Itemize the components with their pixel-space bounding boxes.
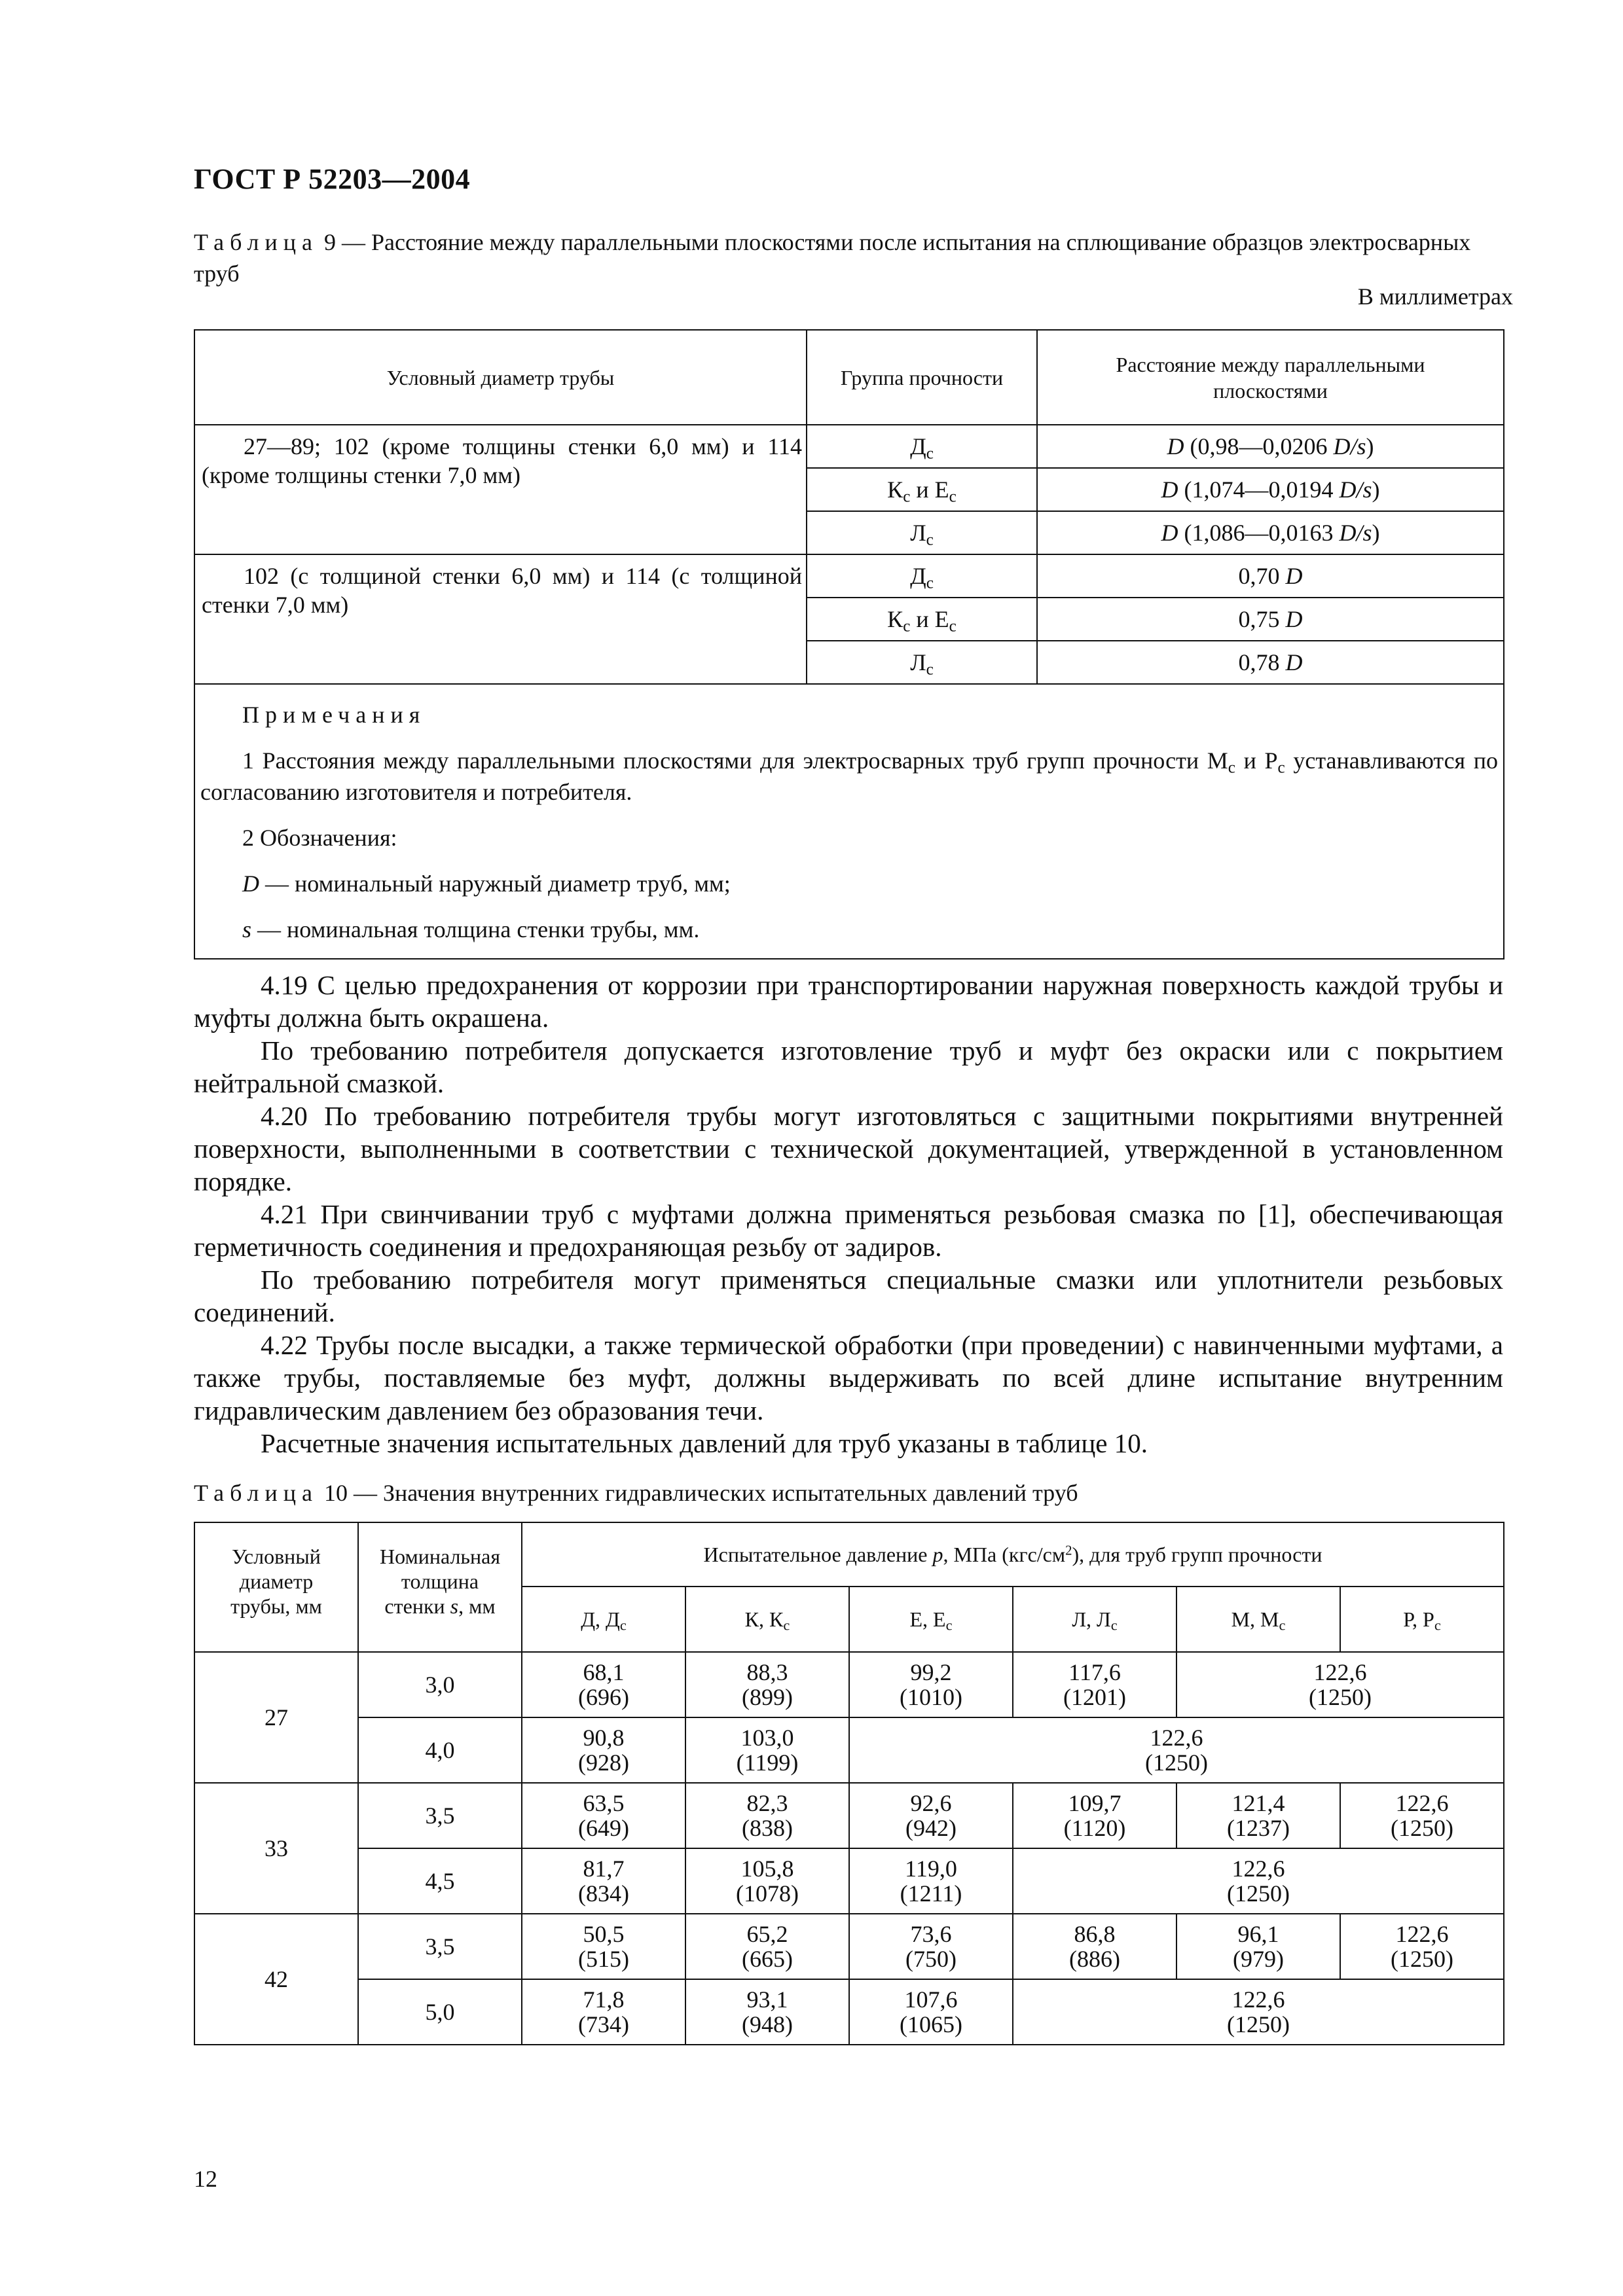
table10-pressure-cell <box>685 1717 849 1783</box>
pressure-mpa: 93,1 <box>746 1986 788 2013</box>
pressure-mpa: 92,6 <box>910 1790 952 1816</box>
pressure-mpa: 86,8 <box>1074 1921 1116 1947</box>
table10-pressure-cell <box>685 1783 849 1848</box>
table10-header-group: Л, $Л_с$ <box>1013 1587 1176 1652</box>
table10-row <box>194 1717 1504 1783</box>
table10-header-pressure: Испытательное давление p, МПа $(кгс/см^2)$, для труб групп прочности <box>522 1522 1504 1587</box>
table10-row <box>194 1652 1504 1717</box>
table9-distance-cell: 0,78 D <box>1037 641 1504 684</box>
table9-diameter-cell: 102 (с толщиной стенки 6,0 мм) и 114 (с толщиной стенки 7,0 мм) <box>194 554 807 684</box>
table9-group-cell: $Д_с$ <box>807 425 1037 468</box>
pressure-mpa: 65,2 <box>746 1921 788 1947</box>
table10-pressure-cell <box>685 1914 849 1979</box>
pressure-mpa: 99,2 <box>910 1659 952 1685</box>
table10-pressure-cell <box>1013 1783 1176 1848</box>
table10-wall-cell: 3,5 <box>358 1914 522 1979</box>
table10-pressure-cell <box>522 1652 685 1717</box>
table10-diameter-cell: 42 <box>194 1914 358 2045</box>
table10-pressure-cell <box>1013 1848 1504 1914</box>
table10-pressure-cell <box>1176 1783 1340 1848</box>
pressure-kgf: (1199) <box>736 1749 799 1776</box>
pressure-kgf: (979) <box>1233 1946 1284 1972</box>
table10-pressure-cell <box>685 1979 849 2045</box>
table10-header-group: Д, $Д_с$ <box>522 1587 685 1652</box>
note-2: 2 Обозначения: <box>242 825 397 851</box>
pressure-kgf: (1250) <box>1145 1749 1209 1776</box>
table9-group-cell: $Д_с$ <box>807 554 1037 598</box>
table10-caption-text: 10 — Значения внутренних гидравлических испытательных давлений труб <box>318 1480 1078 1506</box>
table9-distance-cell: D (0,98—0,0206 D/s) <box>1037 425 1504 468</box>
paragraph-4-22: 4.22 Трубы после высадки, а также термической обработки (при проведении) с навинченными муфтами, а также трубы, поставляемые без муфт, должны выдерживать по всей длине испытание внутренним гидравлическим давлением без образования течи. <box>194 1330 1503 1426</box>
pressure-kgf: (1250) <box>1309 1684 1372 1710</box>
table10-pressure-cell <box>849 1914 1013 1979</box>
table10-header-group: М, $М_с$ <box>1176 1587 1340 1652</box>
table10-pressure-cell <box>849 1979 1013 2045</box>
table10-pressure-cell <box>522 1914 685 1979</box>
pressure-kgf: (750) <box>905 1946 957 1972</box>
table9-caption-text: 9 — Расстояние между параллельными плоскостями после испытания на сплющивание образцов электросварных труб <box>194 229 1471 287</box>
pressure-kgf: (886) <box>1069 1946 1120 1972</box>
table10-wall-cell: 4,5 <box>358 1848 522 1914</box>
table9-group-cell: $Л_с$ <box>807 511 1037 554</box>
pressure-kgf: (665) <box>742 1946 793 1972</box>
pressure-kgf: (948) <box>742 2011 793 2037</box>
table10-row <box>194 1848 1504 1914</box>
paragraph: По требованию потребителя допускается изготовление труб и муфт без окраски или с покрытием нейтральной смазкой. <box>194 1035 1503 1098</box>
table10-pressure-cell <box>849 1848 1013 1914</box>
table9-header-group: Группа прочности <box>807 330 1037 425</box>
pressure-kgf: (838) <box>742 1815 793 1841</box>
table10-pressure-cell <box>1013 1979 1504 2045</box>
pressure-mpa: 122,6 <box>1150 1725 1203 1751</box>
notes-title: Примечания <box>242 702 426 728</box>
pressure-mpa: 105,8 <box>740 1856 794 1882</box>
table9-units: В миллиметрах <box>1357 283 1513 310</box>
table9-diameter-cell: 27—89; 102 (кроме толщины стенки 6,0 мм) и 114 (кроме толщины стенки 7,0 мм) <box>194 425 807 554</box>
pressure-mpa: 119,0 <box>905 1856 957 1882</box>
table10-pressure-cell <box>1013 1652 1176 1717</box>
table9-caption <box>194 226 1503 289</box>
table10-body <box>194 1652 1504 2045</box>
table9-group-cell: $К_с$ и $Е_с$ <box>807 598 1037 641</box>
table9-notes <box>194 684 1504 959</box>
pressure-kgf: (1078) <box>736 1880 799 1907</box>
table10 <box>194 1522 1504 2045</box>
pressure-kgf: (1250) <box>1391 1946 1454 1972</box>
pressure-mpa: 63,5 <box>583 1790 625 1816</box>
pressure-kgf: (1201) <box>1063 1684 1126 1710</box>
table10-header-group: К, $К_с$ <box>685 1587 849 1652</box>
pressure-mpa: 122,6 <box>1395 1921 1449 1947</box>
pressure-kgf: (1120) <box>1063 1815 1126 1841</box>
table10-pressure-cell <box>522 1848 685 1914</box>
table10-pressure-cell <box>849 1717 1504 1783</box>
pressure-kgf: (1237) <box>1227 1815 1290 1841</box>
table9-distance-cell: 0,75 D <box>1037 598 1504 641</box>
pressure-kgf: (1010) <box>900 1684 962 1710</box>
table9 <box>194 329 1504 960</box>
pressure-kgf: (928) <box>578 1749 629 1776</box>
pressure-mpa: 122,6 <box>1395 1790 1449 1816</box>
pressure-mpa: 68,1 <box>583 1659 625 1685</box>
table10-pressure-cell <box>849 1652 1013 1717</box>
table10-pressure-cell <box>1176 1914 1340 1979</box>
pressure-mpa: 107,6 <box>904 1986 958 2013</box>
paragraph-4-21: 4.21 При свинчивании труб с муфтами должна применяться резьбовая смазка по [1], обеспечивающая герметичность соединения и предохраняющая резьбу от задиров. <box>194 1199 1503 1262</box>
table10-pressure-cell <box>1176 1652 1504 1717</box>
table9-group-cell: $Л_с$ <box>807 641 1037 684</box>
table10-diameter-cell: 27 <box>194 1652 358 1783</box>
pressure-mpa: 82,3 <box>746 1790 788 1816</box>
table10-header-group: Р, $Р_с$ <box>1340 1587 1504 1652</box>
table10-diameter-cell: 33 <box>194 1783 358 1914</box>
table10-row <box>194 1914 1504 1979</box>
table9-header-diameter: Условный диаметр трубы <box>194 330 807 425</box>
body-text <box>194 969 1503 1460</box>
note-1: 1 Расстояния между параллельными плоскостями для электросварных труб групп прочности $М_с$ и $Р_с$ устанавливаются по согласованию изготовителя и потребителя. <box>200 747 1498 805</box>
pressure-kgf: (1250) <box>1227 1880 1290 1907</box>
table10-pressure-cell <box>1013 1914 1176 1979</box>
pressure-kgf: (649) <box>578 1815 629 1841</box>
pressure-mpa: 122,6 <box>1231 1856 1285 1882</box>
pressure-mpa: 103,0 <box>740 1725 794 1751</box>
paragraph-4-19: 4.19 С целью предохранения от коррозии при транспортировании наружная поверхность каждой трубы и муфты должна быть окрашена. <box>194 970 1503 1033</box>
pressure-mpa: 71,8 <box>583 1986 625 2013</box>
table10-pressure-cell <box>522 1783 685 1848</box>
pressure-mpa: 96,1 <box>1237 1921 1279 1947</box>
table10-wall-cell: 3,5 <box>358 1783 522 1848</box>
table10-row <box>194 1979 1504 2045</box>
table10-wall-cell: 4,0 <box>358 1717 522 1783</box>
pressure-mpa: 88,3 <box>746 1659 788 1685</box>
table10-caption <box>194 1477 1078 1509</box>
pressure-kgf: (942) <box>905 1815 957 1841</box>
pressure-kgf: (899) <box>742 1684 793 1710</box>
pressure-kgf: (1211) <box>900 1880 962 1907</box>
pressure-kgf: (1065) <box>900 2011 962 2037</box>
pressure-kgf: (515) <box>578 1946 629 1972</box>
table10-header-diameter: Условный диаметр трубы, мм <box>194 1522 358 1652</box>
pressure-mpa: 121,4 <box>1231 1790 1285 1816</box>
note-2-d: D — номинальный наружный диаметр труб, мм; <box>242 870 731 897</box>
pressure-kgf: (1250) <box>1227 2011 1290 2037</box>
pressure-kgf: (834) <box>578 1880 629 1907</box>
table10-header-wall: Номинальная толщина стенки s, мм <box>358 1522 522 1652</box>
table9-distance-cell: D (1,074—0,0194 D/s) <box>1037 468 1504 511</box>
pressure-mpa: 109,7 <box>1068 1790 1122 1816</box>
paragraph-4-20: 4.20 По требованию потребителя трубы могут изготовляться с защитными покрытиями внутренней поверхности, выполненными в соответствии с технической документацией, утвержденной в установленном порядке. <box>194 1101 1503 1196</box>
pressure-mpa: 81,7 <box>583 1856 625 1882</box>
table10-wall-cell: 3,0 <box>358 1652 522 1717</box>
table10-pressure-cell <box>685 1652 849 1717</box>
document-header: ГОСТ Р 52203—2004 <box>194 163 471 195</box>
pressure-mpa: 122,6 <box>1313 1659 1367 1685</box>
table10-caption-label: Таблица <box>194 1480 318 1506</box>
table10-pressure-cell <box>522 1979 685 2045</box>
pressure-mpa: 73,6 <box>910 1921 952 1947</box>
table10-header-group: Е, $Е_с$ <box>849 1587 1013 1652</box>
table10-pressure-cell <box>1340 1914 1504 1979</box>
table9-group-cell: $К_с$ и $Е_с$ <box>807 468 1037 511</box>
pressure-kgf: (696) <box>578 1684 629 1710</box>
table10-pressure-cell <box>685 1848 849 1914</box>
pressure-mpa: 50,5 <box>583 1921 625 1947</box>
table9-caption-label: Таблица <box>194 229 318 255</box>
pressure-kgf: (734) <box>578 2011 629 2037</box>
paragraph: По требованию потребителя могут применяться специальные смазки или уплотнители резьбовых соединений. <box>194 1265 1503 1327</box>
paragraph: Расчетные значения испытательных давлений для труб указаны в таблице 10. <box>261 1428 1148 1458</box>
table9-distance-cell: 0,70 D <box>1037 554 1504 598</box>
table10-pressure-cell <box>522 1717 685 1783</box>
table10-pressure-cell <box>849 1783 1013 1848</box>
page-number: 12 <box>194 2166 217 2192</box>
pressure-mpa: 90,8 <box>583 1725 625 1751</box>
table9-header-distance: Расстояние между параллельными плоскостями <box>1037 330 1504 425</box>
table9-distance-cell: D (1,086—0,0163 D/s) <box>1037 511 1504 554</box>
table10-row <box>194 1783 1504 1848</box>
note-2-s: s — номинальная толщина стенки трубы, мм. <box>242 916 700 942</box>
table10-wall-cell: 5,0 <box>358 1979 522 2045</box>
pressure-mpa: 122,6 <box>1231 1986 1285 2013</box>
pressure-kgf: (1250) <box>1391 1815 1454 1841</box>
pressure-mpa: 117,6 <box>1068 1659 1121 1685</box>
table10-pressure-cell <box>1340 1783 1504 1848</box>
